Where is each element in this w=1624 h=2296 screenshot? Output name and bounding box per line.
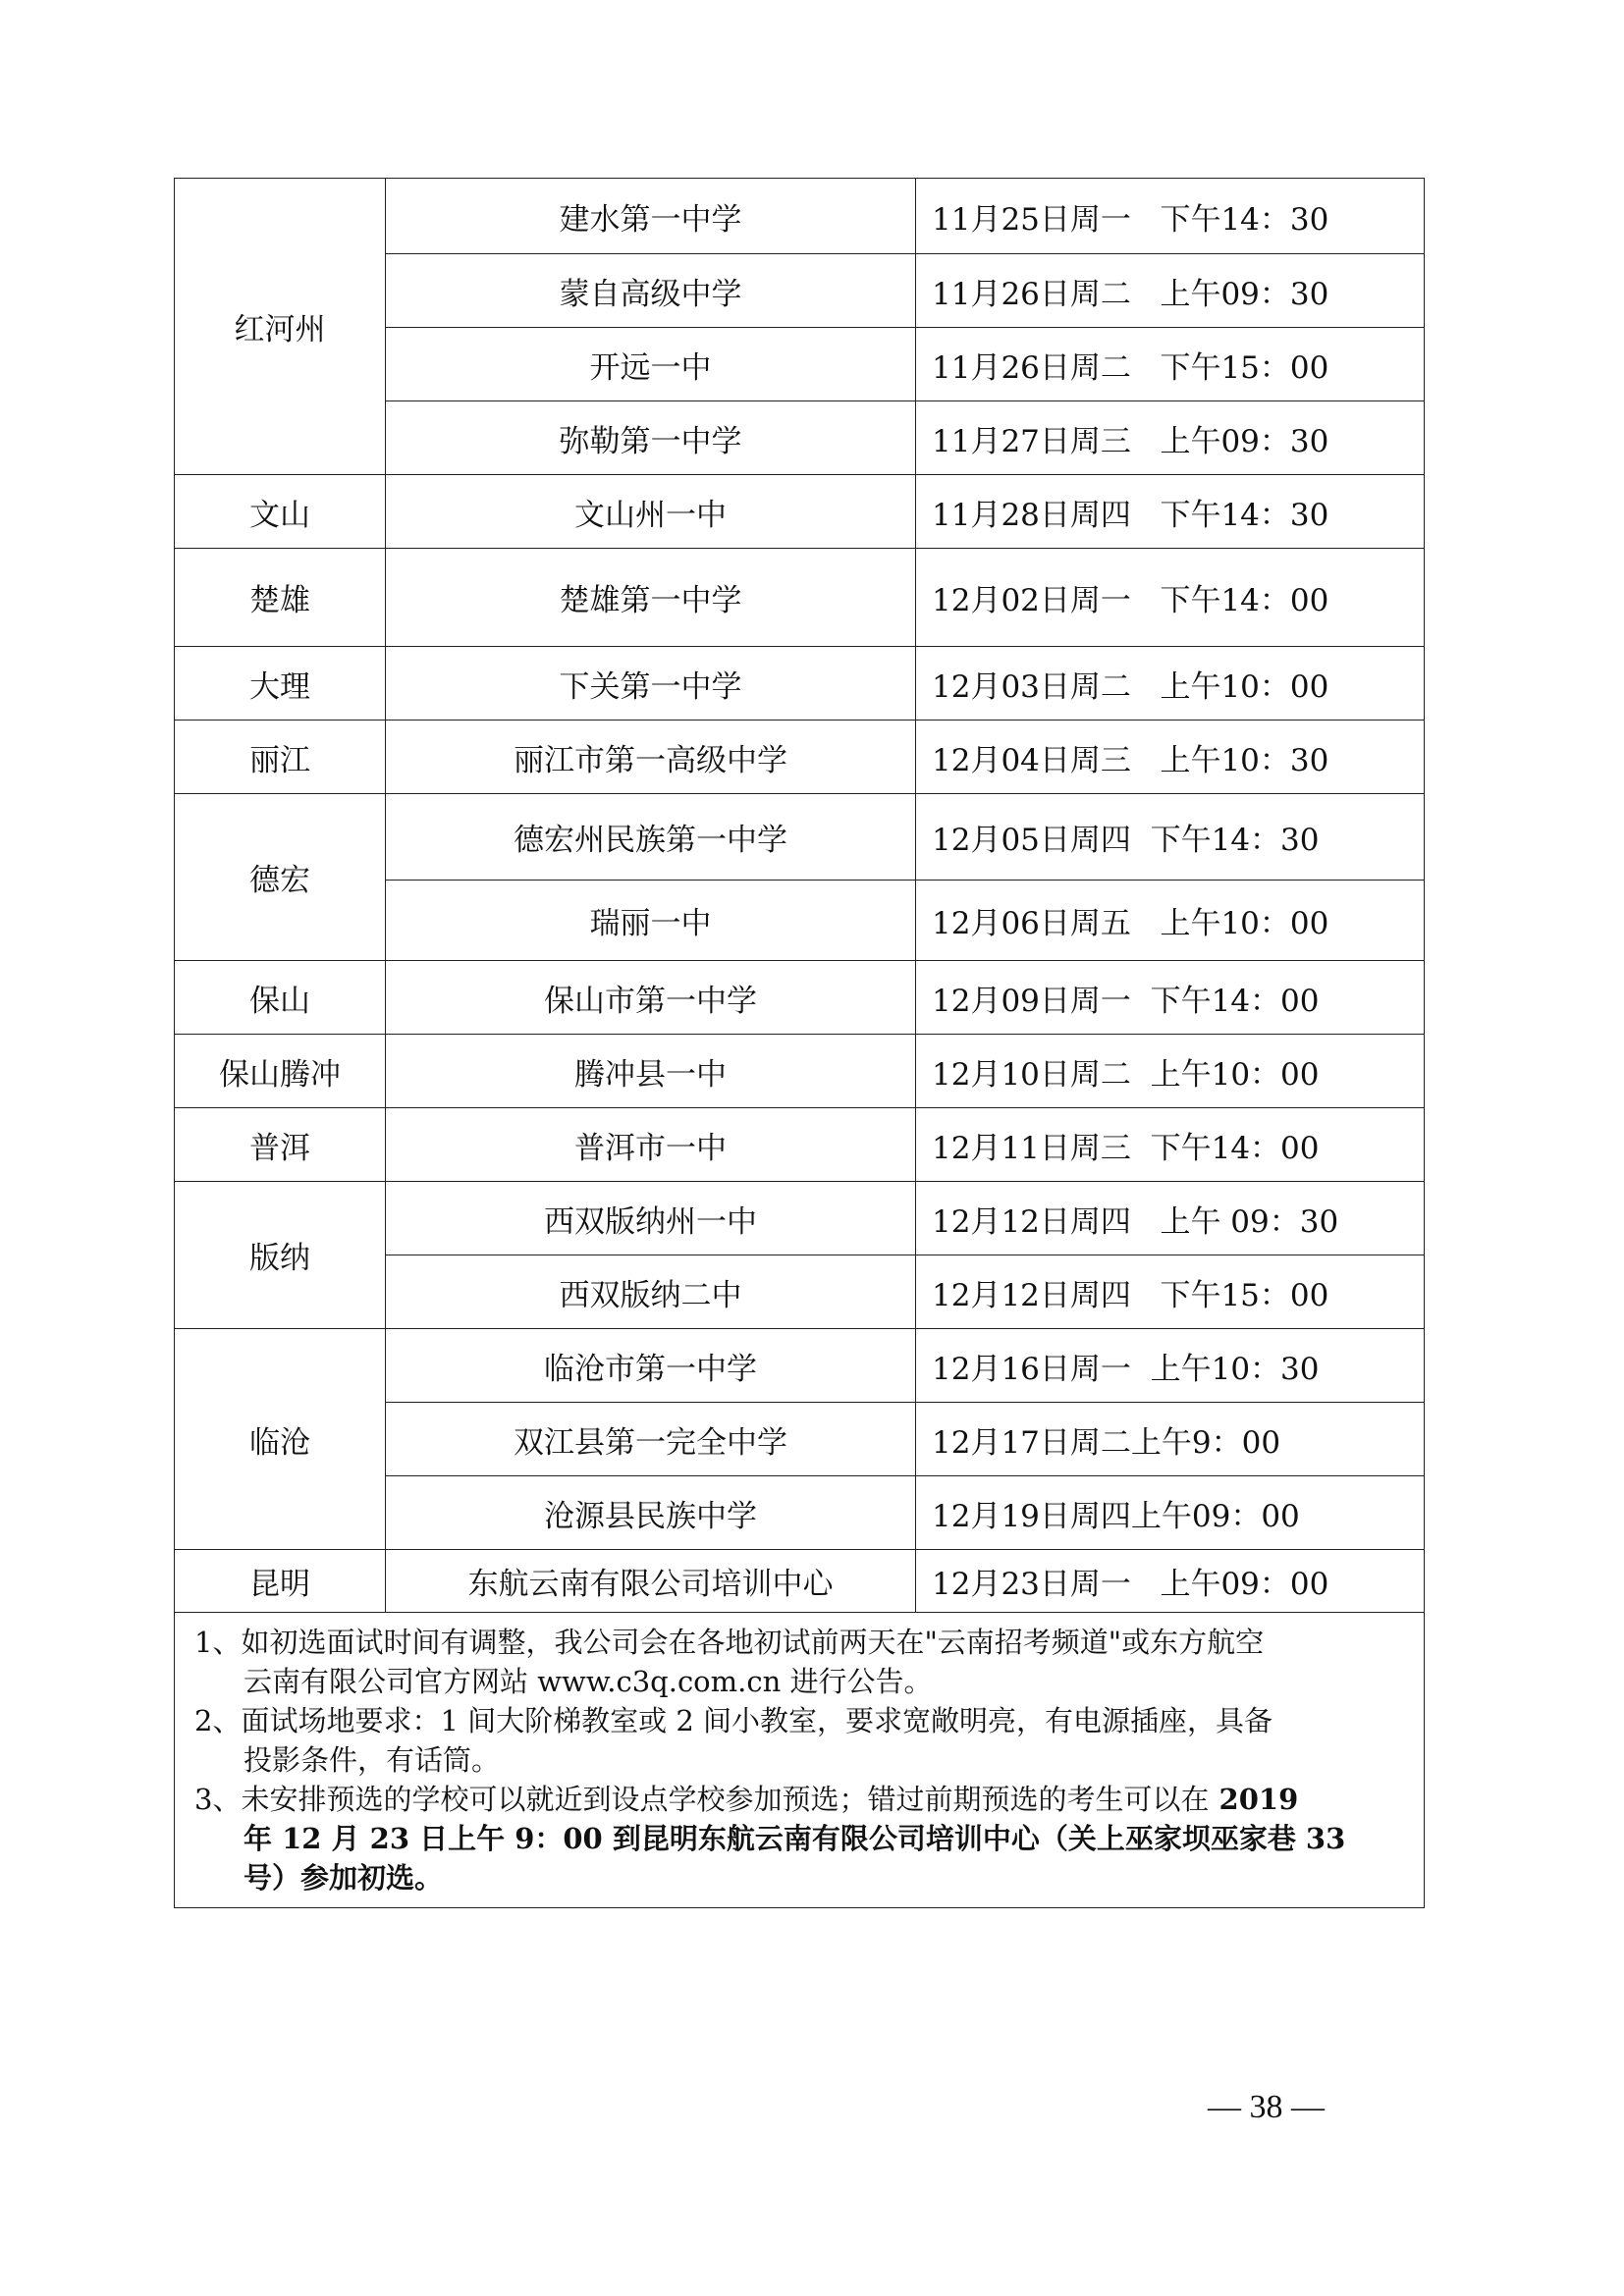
school-cell: 腾冲县一中 bbox=[386, 1035, 916, 1108]
table-row bbox=[175, 1550, 1425, 1613]
time-cell: 12月23日周一 上午09：00 bbox=[916, 1550, 1425, 1613]
region-cell: 普洱 bbox=[175, 1108, 386, 1182]
region-cell: 版纳 bbox=[175, 1182, 386, 1329]
school-cell: 建水第一中学 bbox=[386, 179, 916, 254]
region-cell: 楚雄 bbox=[175, 549, 386, 647]
school-cell: 双江县第一完全中学 bbox=[386, 1403, 916, 1476]
region-cell: 保山 bbox=[175, 961, 386, 1035]
note-3-text: 3、未安排预选的学校可以就近到设点学校参加预选；错过前期预选的考生可以在 bbox=[194, 1783, 1210, 1816]
school-cell: 东航云南有限公司培训中心 bbox=[386, 1550, 916, 1613]
note-2-line-1: 2、面试场地要求：1 间大阶梯教室或 2 间小教室，要求宽敞明亮，有电源插座，具备 bbox=[194, 1704, 1273, 1737]
table-row bbox=[175, 179, 1425, 254]
table-row bbox=[175, 1182, 1425, 1255]
time-cell: 12月04日周三 上午10：30 bbox=[916, 721, 1425, 794]
table-row bbox=[175, 794, 1425, 881]
table-row bbox=[175, 1035, 1425, 1108]
time-cell: 12月03日周二 上午10：00 bbox=[916, 647, 1425, 721]
school-cell: 临沧市第一中学 bbox=[386, 1329, 916, 1403]
schedule-table bbox=[174, 178, 1425, 1908]
time-cell: 12月12日周四 下午15：00 bbox=[916, 1255, 1425, 1329]
school-cell: 西双版纳州一中 bbox=[386, 1182, 916, 1255]
note-3-line-3: 号）参加初选。 bbox=[244, 1861, 444, 1895]
region-cell: 红河州 bbox=[175, 179, 386, 475]
time-cell: 12月02日周一 下午14：00 bbox=[916, 549, 1425, 647]
time-cell: 12月12日周四 上午 09：30 bbox=[916, 1182, 1425, 1255]
table-row bbox=[175, 1329, 1425, 1403]
note-1-line-2: 云南有限公司官方网站 www.c3q.com.cn 进行公告。 bbox=[244, 1665, 933, 1698]
school-cell: 蒙自高级中学 bbox=[386, 254, 916, 328]
region-cell: 文山 bbox=[175, 475, 386, 549]
table-row bbox=[175, 1108, 1425, 1182]
notes-cell bbox=[175, 1613, 1425, 1908]
time-cell: 11月27日周三 上午09：30 bbox=[916, 401, 1425, 475]
school-cell: 德宏州民族第一中学 bbox=[386, 794, 916, 881]
time-cell: 12月17日周二上午9：00 bbox=[916, 1403, 1425, 1476]
time-cell: 12月11日周三 下午14：00 bbox=[916, 1108, 1425, 1182]
region-cell: 保山腾冲 bbox=[175, 1035, 386, 1108]
time-cell: 11月25日周一 下午14：30 bbox=[916, 179, 1425, 254]
time-cell: 12月06日周五 上午10：00 bbox=[916, 881, 1425, 961]
note-3-line-2: 年 12 月 23 日上午 9：00 到昆明东航云南有限公司培训中心（关上巫家坝巫家巷 33 bbox=[244, 1822, 1346, 1855]
time-cell: 11月26日周二 上午09：30 bbox=[916, 254, 1425, 328]
school-cell: 楚雄第一中学 bbox=[386, 549, 916, 647]
region-cell: 德宏 bbox=[175, 794, 386, 961]
school-cell: 沧源县民族中学 bbox=[386, 1476, 916, 1550]
school-cell: 弥勒第一中学 bbox=[386, 401, 916, 475]
time-cell: 12月16日周一 上午10：30 bbox=[916, 1329, 1425, 1403]
school-cell: 文山州一中 bbox=[386, 475, 916, 549]
school-cell: 普洱市一中 bbox=[386, 1108, 916, 1182]
school-cell: 保山市第一中学 bbox=[386, 961, 916, 1035]
school-cell: 西双版纳二中 bbox=[386, 1255, 916, 1329]
page-number: — 38 — bbox=[1208, 2089, 1325, 2125]
time-cell: 12月19日周四上午09：00 bbox=[916, 1476, 1425, 1550]
table-row bbox=[175, 647, 1425, 721]
time-cell: 12月09日周一 下午14：00 bbox=[916, 961, 1425, 1035]
note-3-bold-year: 2019 bbox=[1209, 1783, 1299, 1816]
table-row bbox=[175, 549, 1425, 647]
region-cell: 大理 bbox=[175, 647, 386, 721]
note-1-line-1: 1、如初选面试时间有调整，我公司会在各地初试前两天在"云南招考频道"或东方航空 bbox=[194, 1626, 1265, 1659]
school-cell: 瑞丽一中 bbox=[386, 881, 916, 961]
time-cell: 12月10日周二 上午10：00 bbox=[916, 1035, 1425, 1108]
time-cell: 12月05日周四 下午14：30 bbox=[916, 794, 1425, 881]
region-cell: 昆明 bbox=[175, 1550, 386, 1613]
table-row bbox=[175, 475, 1425, 549]
school-cell: 下关第一中学 bbox=[386, 647, 916, 721]
notes-row bbox=[175, 1613, 1425, 1908]
school-cell: 开远一中 bbox=[386, 328, 916, 401]
table-row bbox=[175, 961, 1425, 1035]
table-row bbox=[175, 721, 1425, 794]
note-3-line-1 bbox=[194, 1780, 1402, 1819]
time-cell: 11月26日周二 下午15：00 bbox=[916, 328, 1425, 401]
region-cell: 临沧 bbox=[175, 1329, 386, 1550]
note-2-line-2: 投影条件，有话筒。 bbox=[244, 1743, 501, 1777]
time-cell: 11月28日周四 下午14：30 bbox=[916, 475, 1425, 549]
region-cell: 丽江 bbox=[175, 721, 386, 794]
school-cell: 丽江市第一高级中学 bbox=[386, 721, 916, 794]
